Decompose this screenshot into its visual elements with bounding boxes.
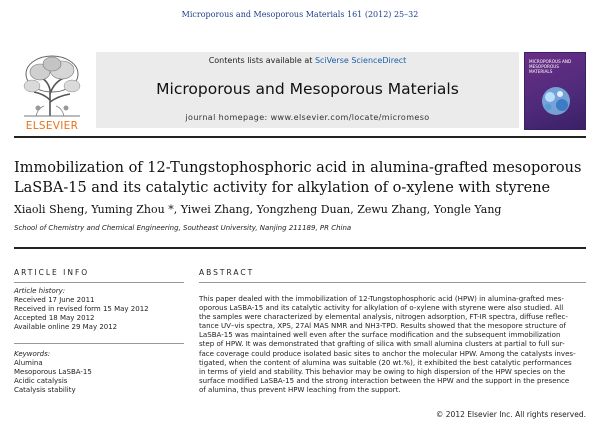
affiliation: School of Chemistry and Chemical Engineering, Southeast University, Nanjing 211189, PR China: [14, 224, 352, 232]
copyright-notice: © 2012 Elsevier Inc. All rights reserved.: [435, 410, 586, 419]
abstract-line: in terms of yield and stability. This behavior may be owing to high dispersion of the HPW species on the: [199, 366, 566, 376]
publisher-logo-text[interactable]: ELSEVIER: [25, 120, 79, 132]
history-item: Accepted 18 May 2012: [14, 314, 95, 322]
history-label: Article history:: [14, 287, 66, 295]
cover-title: MICROPOROUS AND MESOPOROUS MATERIALS: [529, 59, 572, 74]
abstract-line: step of HPW. It was demonstrated that grafting of silica with small alumina clusters at partial to full sur-: [199, 339, 565, 349]
header-divider: [14, 136, 586, 138]
journal-title: Microporous and Mesoporous Materials: [156, 80, 459, 98]
abstract-line: the samples were characterized by elemental analysis, nitrogen adsorption, FT-IR spectra, diffuse reflec-: [199, 312, 568, 322]
sciencedirect-link[interactable]: SciVerse ScienceDirect: [314, 56, 407, 65]
abstract-line: This paper dealed with the immobilization of 12-Tungstophosphoric acid (HPW) in alumina-grafted mes-: [199, 294, 564, 303]
article-info-heading: ARTICLE INFO: [14, 268, 90, 277]
history-rule: [14, 343, 184, 344]
history-item: Received in revised form 15 May 2012: [14, 305, 149, 313]
article-title: [14, 158, 586, 198]
abstract-line: tance UV–vis spectra, XPS, 27Al MAS NMR and NH3-TPD. Results showed that the mesopore structure of: [199, 321, 566, 331]
author-list: Xiaoli Sheng, Yuming Zhou *, Yiwei Zhang, Yongzheng Duan, Zewu Zhang, Yongle Yang: [14, 203, 502, 216]
abstract-heading: ABSTRACT: [199, 268, 255, 277]
journal-reference[interactable]: Microporous and Mesoporous Materials 161 (2012) 25–32: [181, 10, 419, 19]
keywords-block: [14, 350, 184, 395]
contents-prefix: Contents lists available at: [208, 56, 315, 65]
article-history: [14, 287, 184, 332]
article-info-rule: [14, 282, 184, 283]
contents-available-line: [96, 56, 519, 65]
history-item: Received 17 June 2011: [14, 296, 95, 304]
keyword-item[interactable]: Mesoporous LaSBA-15: [14, 368, 92, 376]
abstract-line: tigated, when the content of alumina was suitable (20 wt.%), it exhibited the best catalytic performances: [199, 357, 572, 367]
keywords-label: Keywords:: [14, 350, 51, 358]
abstract-line: face coverage could produce isolated basic sites to anchor the molecular HPW. Among the catalysts inves-: [199, 348, 576, 358]
abstract-line: LaSBA-15 was maintained well even after the surface modification and the subsequent immobilization: [199, 330, 561, 340]
abstract-text: [199, 294, 586, 394]
abstract-rule: [199, 282, 586, 283]
keyword-item[interactable]: Catalysis stability: [14, 386, 76, 394]
article-title-line-1: Immobilization of 12-Tungstophosphoric acid in alumina-grafted mesoporous: [14, 160, 582, 176]
keyword-item[interactable]: Alumina: [14, 359, 43, 367]
journal-cover-thumbnail[interactable]: [524, 52, 586, 130]
cover-molecule-image: [533, 81, 579, 121]
article-title-line-2: LaSBA-15 and its catalytic activity for alkylation of o-xylene with styrene: [14, 180, 551, 196]
abstract-line: of alumina, thus prevent HPW leaching from the support.: [199, 384, 401, 394]
journal-homepage[interactable]: journal homepage: www.elsevier.com/locate/micromeso: [185, 113, 430, 122]
abstract-line: oporous LaSBA-15 and its catalytic activity for alkylation of o-xylene with styrene were also studied. All: [199, 303, 564, 313]
abstract-line: surface modified LaSBA-15 and the strong interaction between the HPW and the support in the presence: [199, 375, 570, 385]
keyword-item[interactable]: Acidic catalysis: [14, 377, 68, 385]
title-block-divider: [14, 247, 586, 249]
history-item: Available online 29 May 2012: [14, 323, 118, 331]
